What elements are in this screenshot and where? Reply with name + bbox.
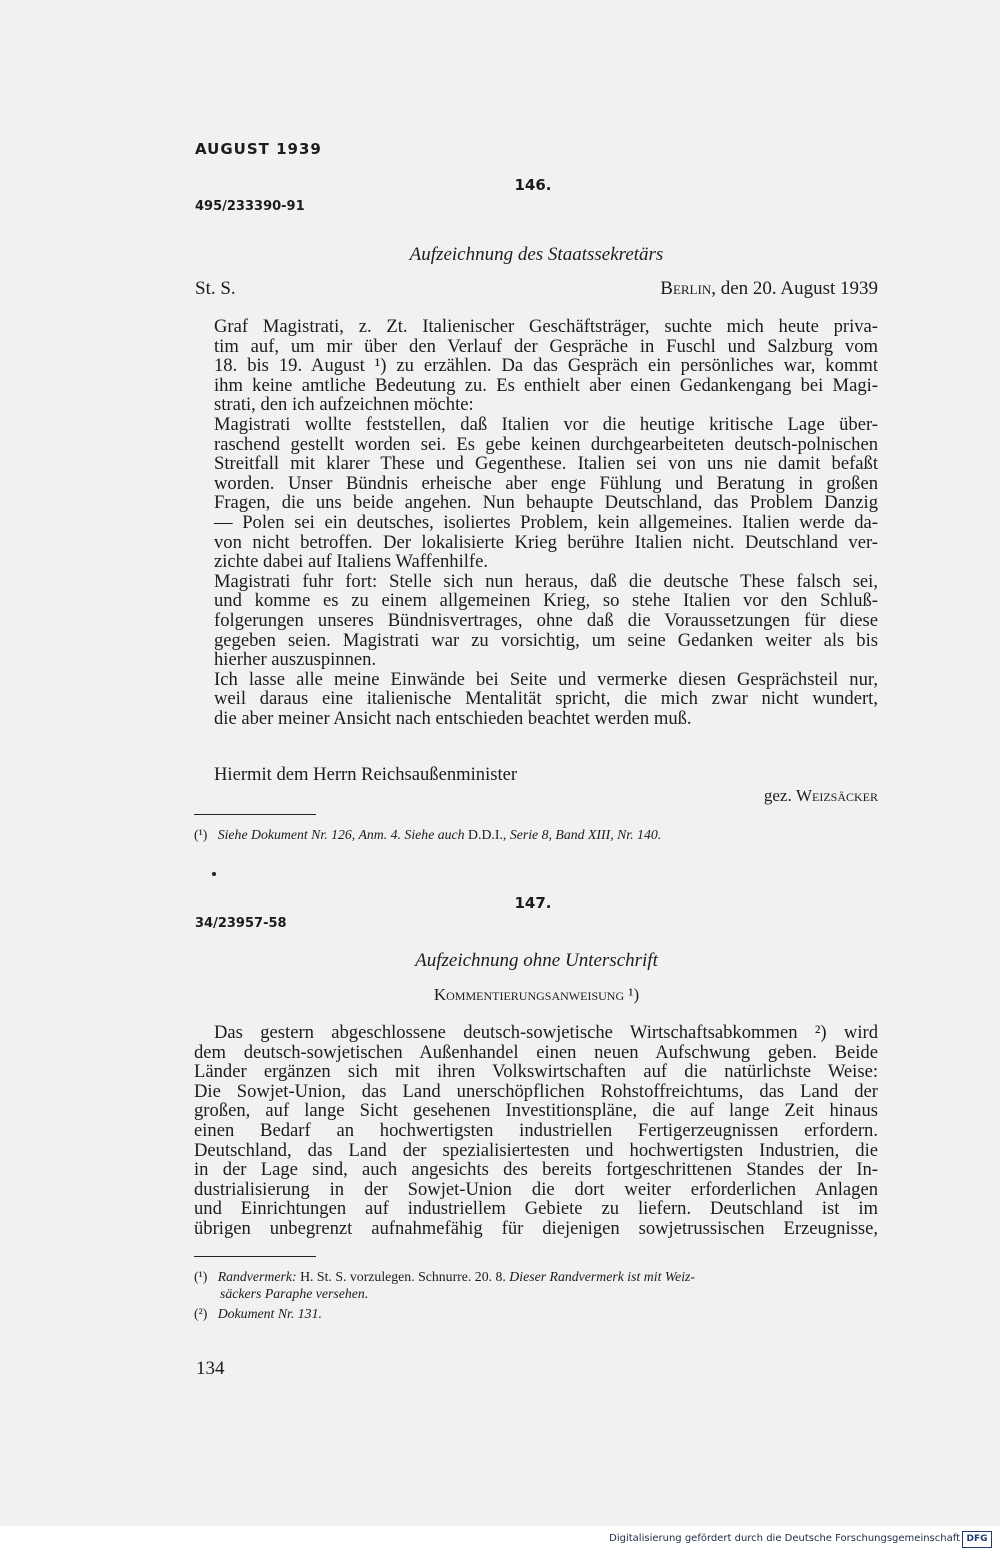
running-header-month: AUGUST 1939 [195, 140, 322, 158]
footnote-mark: (²) [194, 1306, 208, 1321]
text-line: und Einrichtungen auf industriellem Gebiete zu liefern. Deutschland ist im [194, 1198, 878, 1220]
text-line: weil daraus eine italienische Mentalität spricht, die mich zwar nicht wundert, [214, 688, 878, 710]
text-line: und komme es zu einem allgemeinen Krieg, so stehe Italien vor den Schluß- [214, 590, 878, 612]
document-subtitle-147: Kommentierungsanweisung ¹) [433, 985, 640, 1004]
footnote-text: Siehe Dokument Nr. 126, Anm. 4. Siehe auch [217, 827, 465, 842]
text-line: Das gestern abgeschlossene deutsch-sowjetische Wirtschaftsabkommen ²) wird [214, 1022, 878, 1043]
paragraph [194, 572, 878, 670]
signature-prefix: gez. [763, 786, 792, 805]
text-line: zichte dabei auf Italiens Waffenhilfe. [214, 551, 489, 573]
text-line: Länder ergänzen sich mit ihren Volkswirtschaften auf die natürlichste Weise: [194, 1061, 878, 1083]
dateline-place: Berlin [660, 278, 712, 299]
text-line: folgerungen unseres Bündnisvertrages, ohne daß die Voraussetzungen für diese [214, 609, 878, 631]
text-line: — Polen sei ein deutsches, isoliertes Problem, kein allgemeines. Italien werde da- [214, 511, 878, 533]
text-line: Fragen, die uns beide angehen. Nun behaupte Deutschland, das Problem Danzig [214, 492, 878, 514]
sender-code: St. S. [195, 278, 236, 299]
text-line: dustrialisierung in der Sowjet-Union die dort weiter erforderlichen Anlagen [194, 1178, 878, 1200]
text-line: strati, den ich aufzeichnen möchte: [214, 394, 474, 416]
text-line: Magistrati fuhr fort: Stelle sich nun heraus, daß die deutsche These falsch sei, [214, 570, 878, 592]
footnote-text: Serie 8, Band XIII, Nr. 140. [509, 827, 662, 842]
page-number: 134 [196, 1358, 225, 1379]
text-line: übrigen unbegrenzt aufnahmefähig für diejenigen sowjetrussischen Erzeugnisse, [194, 1217, 878, 1239]
text-line: großen, auf lange Sicht gesehenen Investitionspläne, die auf lange Zeit hinaus [194, 1100, 878, 1122]
document-number-146: 146. [514, 176, 552, 194]
paragraph [194, 415, 878, 572]
text-line: Ich lasse alle meine Einwände bei Seite und vermerke diesen Gesprächsteil nur, [214, 668, 878, 690]
footnote-text: Randvermerk: [217, 1269, 297, 1284]
document-body-147 [194, 1023, 878, 1239]
footnote-146-1 [194, 826, 878, 843]
text-line: ihm keine amtliche Bedeutung zu. Es enthielt aber einen Gedankengang bei Magi- [214, 374, 878, 396]
footnote-147-1 [194, 1268, 878, 1302]
document-title-146: Aufzeichnung des Staatssekretärs [409, 244, 664, 265]
text-line: dem deutsch-sowjetischen Außenhandel einen neuen Aufschwung geben. Beide [194, 1041, 878, 1063]
footer-credit: Digitalisierung gefördert durch die Deutsche Forschungsgemeinschaft [609, 1533, 960, 1544]
dateline-date: , den 20. August 1939 [711, 278, 878, 299]
footnote-text: säckers Paraphe versehen. [220, 1286, 369, 1301]
text-line: 18. bis 19. August ¹) zu erzählen. Da das Gespräch ein persönliches war, kommt [214, 355, 878, 377]
text-line: in der Lage sind, auch angesichts des bereits fortgeschrittenen Standes der In- [194, 1159, 878, 1181]
footnote-divider [194, 814, 316, 815]
text-line: worden. Unser Bündnis erheische aber enge Fühlung und Beratung in großen [214, 472, 878, 494]
footnote-mark: (¹) [194, 1269, 208, 1284]
footnote-text: Dokument Nr. 131. [217, 1306, 322, 1321]
footnote-text: H. St. S. vorzulegen. Schnurre. 20. 8. [300, 1269, 506, 1284]
paragraph [194, 1023, 878, 1239]
document-number-147: 147. [514, 894, 552, 912]
paragraph [194, 317, 878, 415]
text-line: Die Sowjet-Union, das Land unerschöpflichen Rohstoffreichtums, das Land der [194, 1080, 878, 1102]
print-dot [212, 872, 216, 876]
footnote-text: Dieser Randvermerk ist mit Weiz- [509, 1269, 696, 1284]
footnote-147-2 [194, 1305, 878, 1322]
document-title-147: Aufzeichnung ohne Unterschrift [415, 950, 658, 971]
footnote-text: D.D.I., [468, 827, 507, 842]
text-line: Graf Magistrati, z. Zt. Italienischer Geschäftsträger, suchte mich heute priva- [214, 316, 878, 337]
document-reference-147: 34/23957-58 [195, 916, 287, 931]
closing-line: Hiermit dem Herrn Reichsaußenminister [214, 764, 518, 785]
text-line: tim auf, um mir über den Verlauf der Gespräche in Fuschl und Salzburg vom [214, 335, 878, 357]
dfg-logo-icon: DFG [962, 1531, 992, 1548]
text-line: raschend gestellt worden sei. Es gebe keinen durchgearbeiteten deutsch-polnischen [214, 433, 878, 455]
digitization-footer [0, 1526, 1000, 1554]
signature [640, 786, 878, 806]
signature-name: Weizsäcker [795, 786, 878, 805]
text-line: gegeben seien. Magistrati war zu vorsichtig, um seine Gedanken weiter als bis [214, 629, 878, 651]
text-line: Deutschland, das Land der spezialisiertesten und hochwertigsten Industrien, die [194, 1139, 878, 1161]
footnote-divider [194, 1256, 316, 1257]
footnote-line [194, 1268, 878, 1285]
text-line: einen Bedarf an hochwertigsten industriellen Fertigerzeugnissen erfordern. [194, 1119, 878, 1141]
text-line: hierher auszuspinnen. [214, 649, 377, 671]
text-line: von nicht betroffen. Der lokalisierte Krieg berühre Italien nicht. Deutschland ver- [214, 531, 878, 553]
dateline [634, 278, 878, 300]
document-body-146 [194, 317, 878, 728]
paragraph [194, 670, 878, 729]
text-line: die aber meiner Ansicht nach entschieden beachtet werden muß. [214, 707, 692, 729]
text-line: Magistrati wollte feststellen, daß Italien vor die heutige kritische Lage über- [214, 413, 878, 435]
document-reference-146: 495/233390-91 [195, 199, 305, 214]
text-line: Streitfall mit klarer These und Gegenthese. Italien sei von uns nie damit befaßt [214, 453, 878, 475]
footnote-mark: (¹) [194, 827, 208, 842]
